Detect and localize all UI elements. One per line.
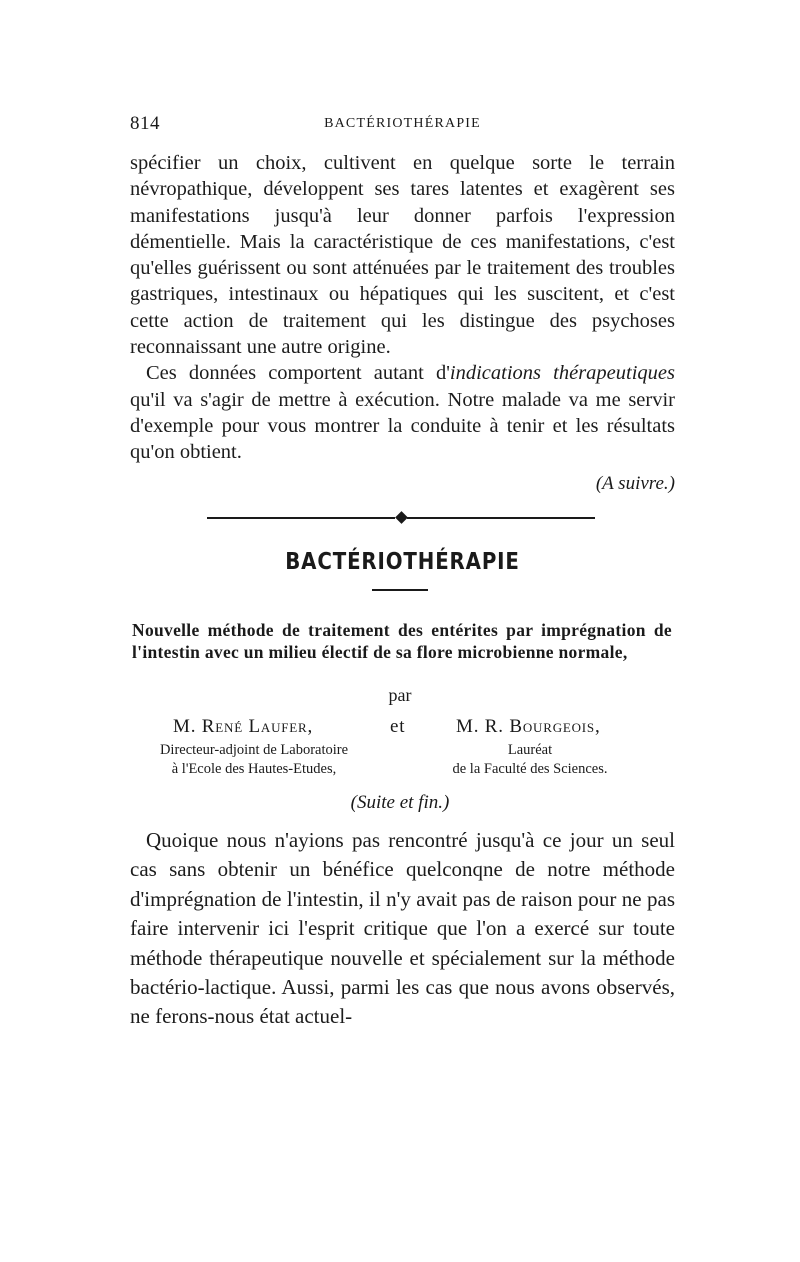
affiliation-line: à l'Ecole des Hautes-Etudes, [171,761,337,777]
author-2-affiliation [410,741,650,779]
italic-text-run: indications thérapeutiques [449,362,675,385]
paragraph: Quoique nous n'ayions pas rencontré jusqu'à ce jour un seul cas sans obtenir un bénéfice quelconqne de notre méthode d'imprégnation de l'intestin, il n'y avait pas de raison pour ne pas faire intervenir ici l'esprit critique que l'on a exercé sur toute méthode thérapeutique nouvelle et spécialement sur la méthode bactério-lactique. Aussi, parmi les cas que nous avons observés, ne ferons-nous état actuel- [130,828,675,1029]
author-name-text: R. Bourgeois, [484,716,601,737]
to-be-continued-note: (A suivre.) [595,473,675,494]
section-divider [207,508,595,528]
continuation-note: (Suite et fin.) [350,792,450,813]
author-1-name [173,716,313,738]
article-title-line: Nouvelle méthode de traitement des entérites par imprégnation de l'intestin [132,620,672,662]
article-title-line: avec un milieu électif de sa flore microbienne normale, [204,642,628,662]
affiliation-line: Directeur-adjoint de Laboratoire [159,742,349,758]
author-conjunction: et [390,716,406,737]
text-run: Ces données comportent autant d' [146,362,450,385]
page-number: 814 [130,113,160,134]
author-name-text: René Laufer, [201,716,314,737]
byline-par: par [388,685,412,705]
page-header [130,113,675,139]
author-2-name [456,716,601,738]
author-1-affiliation [128,741,380,779]
affiliation-line: Lauréat [507,742,553,758]
paragraph [130,360,675,465]
divider-rule-left [207,517,395,519]
author-prefix: M. [173,716,202,737]
previous-article-text [130,150,675,466]
paragraph: spécifier un choix, cultivent en quelque sorte le terrain névropathique, développent ses tares latentes et exagèrent ses manifestations jusqu'à leur donner parfois l'expression démentielle. Mais la caractéristique de ces manifestations, c'est qu'elles guérissent ou sont atténuées par le traitement des troubles gastriques, intestinaux ou hépatiques qui les suscitent, et c'est cette action de traitement qui les distingue des psychoses reconnaissant une autre origine. [130,152,675,359]
author-prefix: M. [456,716,485,737]
divider-rule-right [407,517,595,519]
title-underline [372,589,428,591]
text-run: qu'il va s'agir de mettre à exécution. Notre malade va me servir d'exemple pour vous montrer la conduite à tenir et les résultats qu'on obtient. [130,388,675,464]
affiliation-line: de la Faculté des Sciences. [452,761,608,777]
article-body [130,826,675,1032]
diamond-ornament-icon [395,511,408,524]
section-title: BACTÉRIOTHÉRAPIE [285,549,520,575]
article-title [132,619,672,663]
running-title: BACTÉRIOTHÉRAPIE [324,116,481,131]
